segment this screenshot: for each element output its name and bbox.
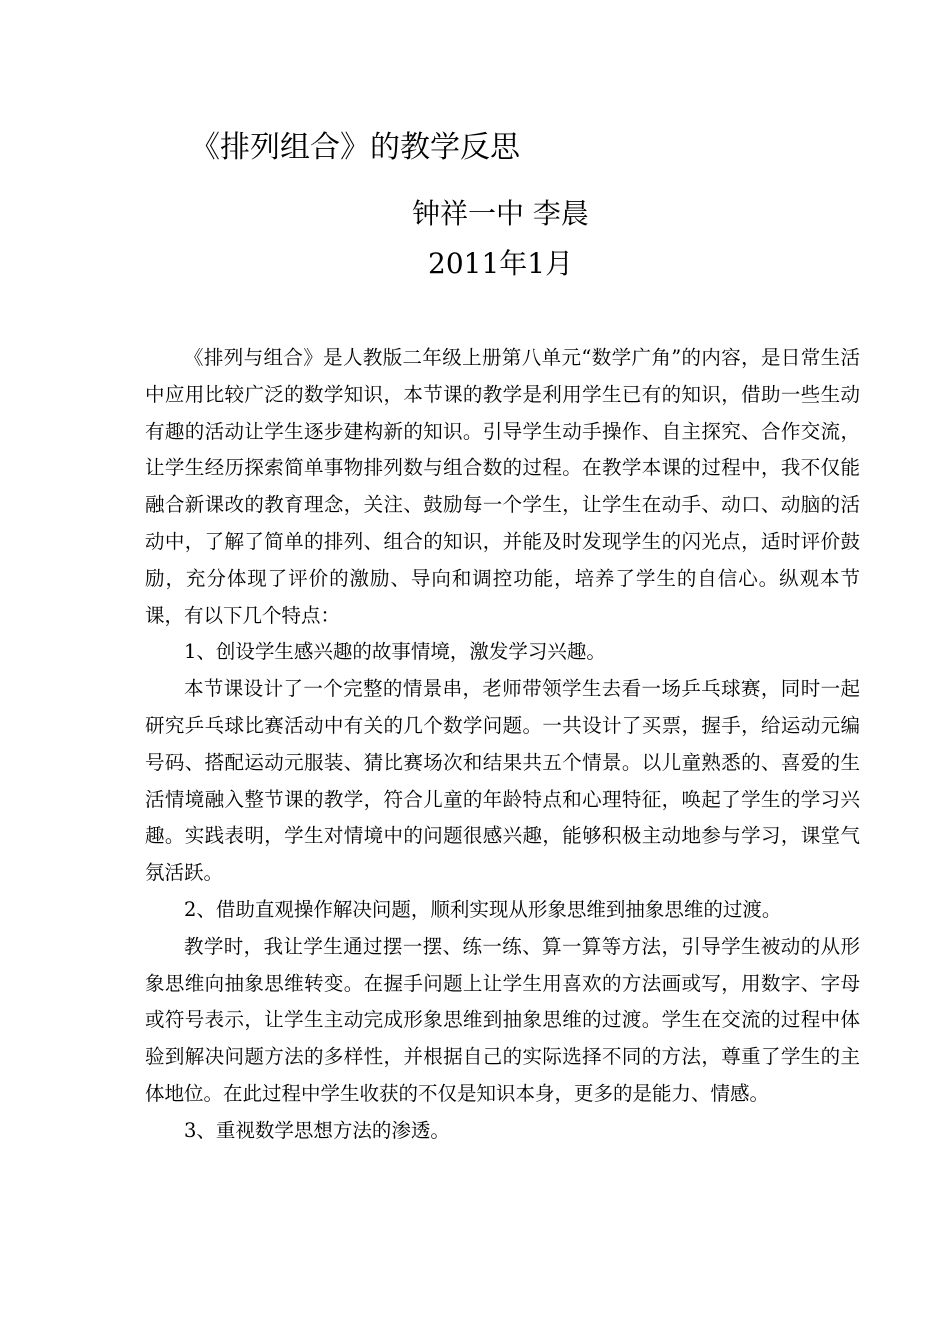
section-heading-2: 2、借助直观操作解决问题，顺利实现从形象思维到抽象思维的过渡。	[184, 897, 782, 921]
document-author: 钟祥一中 李晨	[412, 197, 589, 230]
document-body	[145, 340, 860, 1150]
body-paragraph-intro: 《排列与组合》是人教版二年级上册第八单元“数学广角”的内容，是日常生活中应用比较广泛的数学知识，本节课的教学是利用学生已有的知识，借助一些生动有趣的活动让学生逐步建构新的知识。引导学生动手操作、自主探究、合作交流，让学生经历探索简单事物排列数与组合数的过程。在教学本课的过程中，我不仅能融合新课改的教育理念，关注、鼓励每一个学生，让学生在动手、动口、动脑的活动中，了解了简单的排列、组合的知识，并能及时发现学生的闪光点，适时评价鼓励，充分体现了评价的激励、导向和调控功能，培养了学生的自信心。纵观本节课，有以下几个特点：	[145, 346, 860, 627]
document-title: 《排列组合》的教学反思	[190, 130, 520, 165]
body-paragraph-section-2: 教学时，我让学生通过摆一摆、练一练、算一算等方法，引导学生被动的从形象思维向抽象思维转变。在握手问题上让学生用喜欢的方法画或写，用数字、字母或符号表示，让学生主动完成形象思维到抽象思维的过渡。学生在交流的过程中体验到解决问题方法的多样性，并根据自己的实际选择不同的方法，尊重了学生的主体地位。在此过程中学生收获的不仅是知识本身，更多的是能力、情感。	[145, 934, 860, 1105]
document-date: 2011年1月	[428, 247, 574, 280]
body-paragraph-section-1: 本节课设计了一个完整的情景串，老师带领学生去看一场乒乓球赛，同时一起研究乒乓球比赛活动中有关的几个数学问题。一共设计了买票，握手，给运动元编号码、搭配运动元服装、猜比赛场次和结果共五个情景。以儿童熟悉的、喜爱的生活情境融入整节课的教学，符合儿童的年龄特点和心理特征，唤起了学生的学习兴趣。实践表明，学生对情境中的问题很感兴趣，能够积极主动地参与学习，课堂气氛活跃。	[145, 677, 860, 885]
section-heading-3: 3、重视数学思想方法的渗透。	[184, 1118, 450, 1142]
section-heading-1: 1、创设学生感兴趣的故事情境，激发学习兴趣。	[184, 640, 606, 664]
